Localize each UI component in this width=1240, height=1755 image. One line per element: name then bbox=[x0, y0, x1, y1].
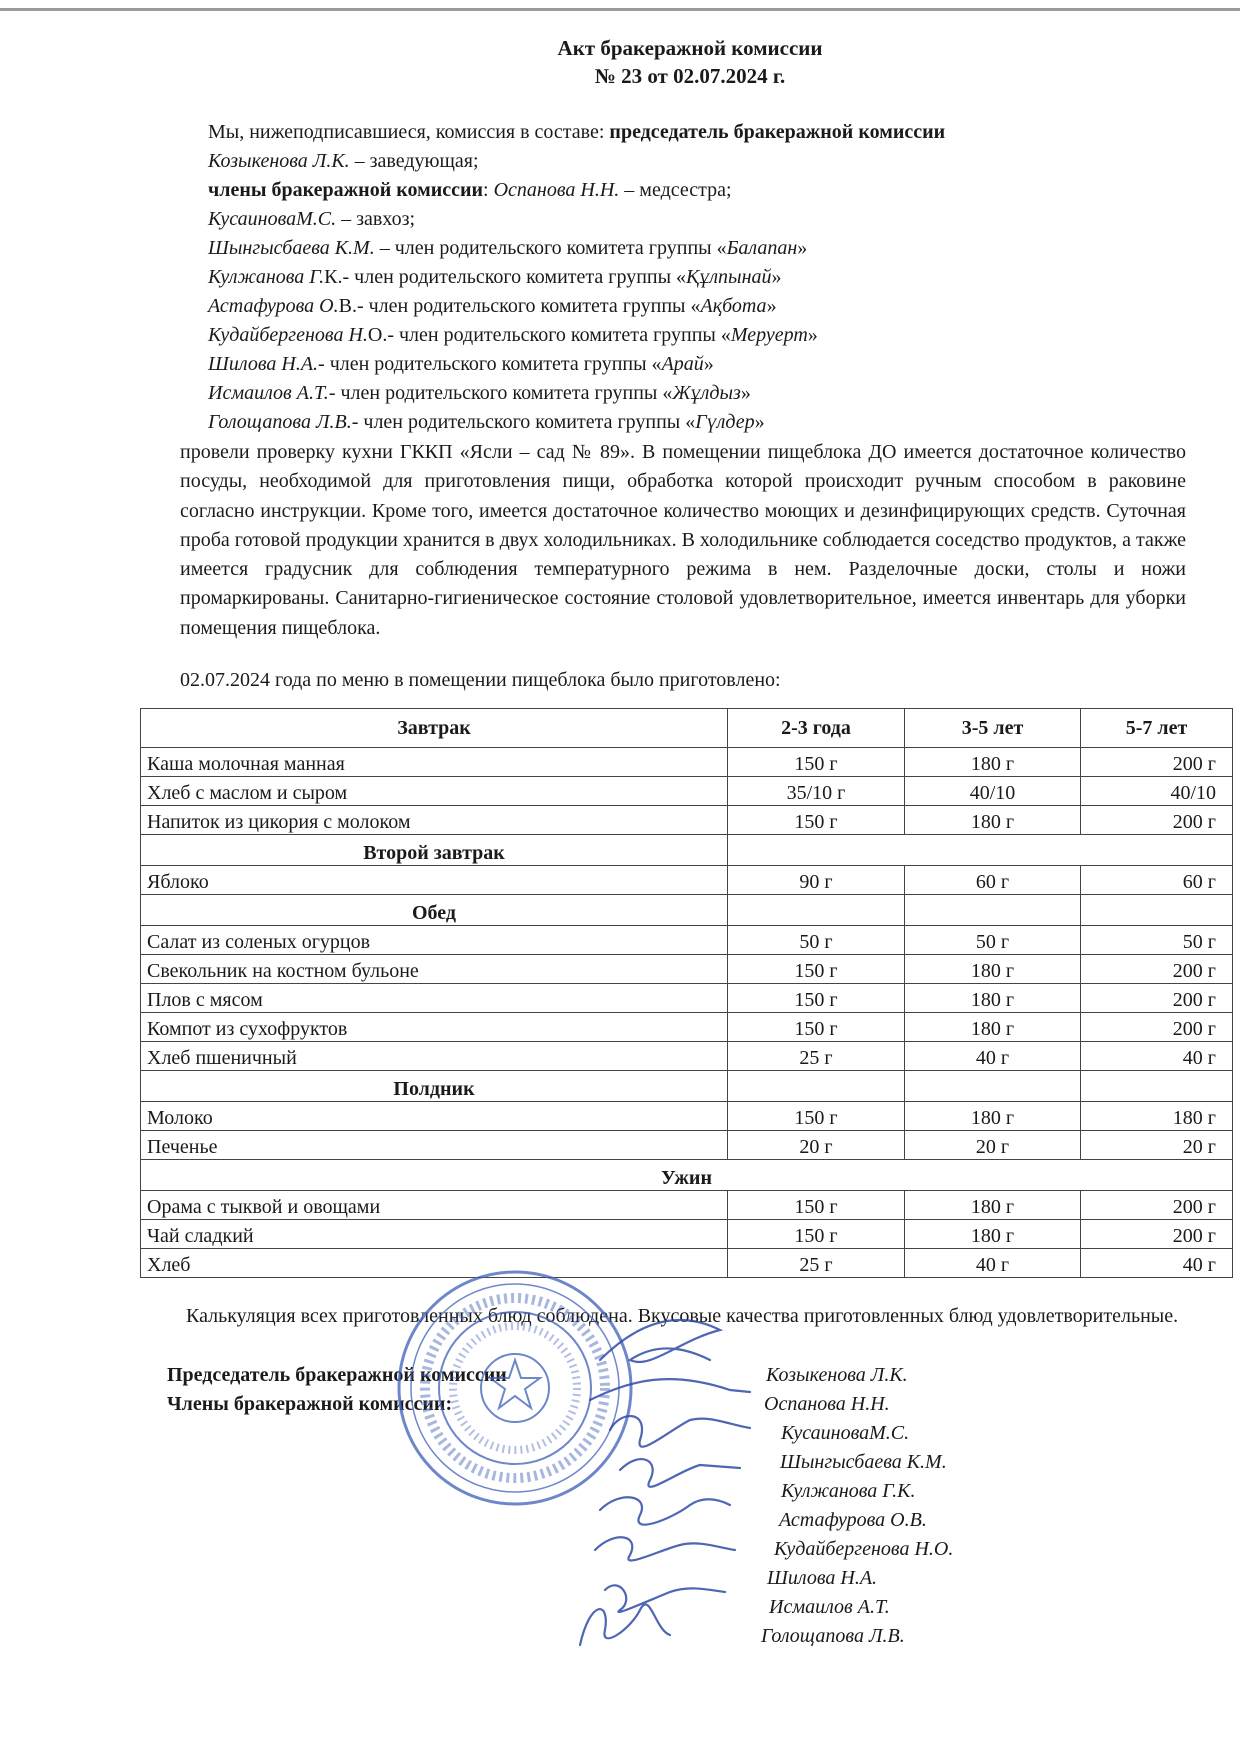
table-header-row bbox=[141, 709, 1233, 748]
header-meal: Завтрак bbox=[141, 709, 728, 748]
section-empty bbox=[728, 895, 905, 926]
member-group: Құлпынай bbox=[686, 266, 772, 288]
portion-2-3: 25 г bbox=[728, 1249, 905, 1278]
member-group: Ақбота bbox=[700, 295, 767, 317]
member-group: Меруерт bbox=[730, 324, 808, 346]
dish-name: Чай сладкий bbox=[141, 1220, 728, 1249]
section-second-breakfast: Второй завтрак bbox=[141, 835, 728, 866]
stamp-inner-text-band bbox=[453, 1326, 577, 1450]
dish-name: Орама с тыквой и овощами bbox=[141, 1191, 728, 1220]
section-empty bbox=[905, 895, 1081, 926]
member-line bbox=[208, 208, 415, 231]
signatory-name: Астафурова О.В. bbox=[779, 1509, 927, 1531]
portion-2-3: 20 г bbox=[728, 1131, 905, 1160]
portion-3-5: 40 г bbox=[905, 1249, 1081, 1278]
intro-line bbox=[208, 121, 945, 144]
member-name: Шынгысбаева К.М. bbox=[208, 237, 375, 259]
members-label-line bbox=[208, 179, 732, 202]
dish-name: Яблоко bbox=[141, 866, 728, 895]
table-row bbox=[141, 1131, 1233, 1160]
signature-stroke bbox=[610, 1416, 750, 1447]
table-row bbox=[141, 866, 1233, 895]
portion-3-5: 180 г bbox=[905, 1013, 1081, 1042]
portion-5-7: 200 г bbox=[1081, 806, 1233, 835]
table-row bbox=[141, 1191, 1233, 1220]
portion-3-5: 60 г bbox=[905, 866, 1081, 895]
section-empty bbox=[905, 1071, 1081, 1102]
signature-stroke bbox=[600, 1320, 720, 1362]
first-member-position: – медсестра; bbox=[619, 179, 732, 201]
section-empty bbox=[1081, 1071, 1233, 1102]
portion-2-3: 150 г bbox=[728, 1191, 905, 1220]
signature-stroke bbox=[590, 1379, 750, 1400]
member-text: - член родительского комитета группы « bbox=[318, 353, 662, 375]
member-line bbox=[208, 382, 751, 405]
chair-signature-label: Председатель бракеражной комиссии bbox=[167, 1364, 507, 1386]
portion-5-7: 20 г bbox=[1081, 1131, 1233, 1160]
member-quote: » bbox=[771, 266, 782, 288]
portion-2-3: 150 г bbox=[728, 1220, 905, 1249]
section-empty bbox=[728, 1071, 905, 1102]
member-text: - член родительского комитета группы « bbox=[351, 411, 696, 433]
dish-name: Хлеб с маслом и сыром bbox=[141, 777, 728, 806]
portion-3-5: 180 г bbox=[905, 955, 1081, 984]
dish-name: Салат из соленых огурцов bbox=[141, 926, 728, 955]
table-row bbox=[141, 1042, 1233, 1071]
section-empty bbox=[1081, 895, 1233, 926]
portion-5-7: 40 г bbox=[1081, 1249, 1233, 1278]
intro-prefix: Мы, нижеподписавшиеся, комиссия в составе: bbox=[208, 121, 610, 143]
conclusion-paragraph: Калькуляция всех приготовленных блюд соблюдена. Вкусовые качества приготовленных блюд удовлетворительные. bbox=[186, 1305, 1179, 1327]
member-text: – завхоз; bbox=[336, 208, 416, 230]
member-group: Арай bbox=[661, 353, 704, 375]
table-row bbox=[141, 955, 1233, 984]
table-row bbox=[141, 1220, 1233, 1249]
members-colon: : bbox=[483, 179, 494, 201]
chair-line bbox=[208, 150, 479, 173]
portion-2-3: 150 г bbox=[728, 955, 905, 984]
member-text: - член родительского комитета группы « bbox=[328, 382, 673, 404]
signatory-name: КусаиноваМ.С. bbox=[781, 1422, 910, 1444]
member-quote: » bbox=[740, 382, 751, 404]
member-line bbox=[208, 295, 777, 318]
portion-3-5: 180 г bbox=[905, 984, 1081, 1013]
portion-2-3: 25 г bbox=[728, 1042, 905, 1071]
signatory-name: Кудайбергенова Н.О. bbox=[774, 1538, 954, 1560]
menu-intro: 02.07.2024 года по меню в помещении пищеблока было приготовлено: bbox=[180, 669, 781, 691]
portion-3-5: 180 г bbox=[905, 1220, 1081, 1249]
portion-2-3: 90 г bbox=[728, 866, 905, 895]
signature-stroke bbox=[595, 1537, 735, 1560]
inspection-paragraph: провели проверку кухни ГККП «Ясли – сад № 89». В помещении пищеблока ДО имеется достаточное количество посуды, необходимой для приготовления пищи, обработка которой происходит ручным способом в раковине согласно инструкции. Кроме того, имеется достаточное количество моющих и дезинфицирующих средств. Суточная проба готовой продукции хранится в двух холодильниках. В холодильнике соблюдается соседство продуктов, а также имеется градусник для соблюдения температурного режима в нем. Разделочные доски, столы и ножи промаркированы. Санитарно-гигиеническое состояние столовой удовлетворительное, имеется инвентарь для уборки помещения пищеблока. bbox=[180, 441, 1187, 639]
member-name: Кулжанова Г. bbox=[208, 266, 325, 288]
portion-2-3: 50 г bbox=[728, 926, 905, 955]
chair-position: – заведующая; bbox=[349, 150, 479, 172]
portion-3-5: 50 г bbox=[905, 926, 1081, 955]
portion-2-3: 150 г bbox=[728, 806, 905, 835]
header-age-2-3: 2-3 года bbox=[728, 709, 905, 748]
dish-name: Хлеб bbox=[141, 1249, 728, 1278]
portion-2-3: 35/10 г bbox=[728, 777, 905, 806]
table-row bbox=[141, 777, 1233, 806]
member-group: Жұлдыз bbox=[672, 382, 741, 404]
member-name: Астафурова О. bbox=[208, 295, 339, 317]
member-line bbox=[208, 324, 818, 347]
dish-name: Каша молочная манная bbox=[141, 748, 728, 777]
portion-3-5: 40/10 bbox=[905, 777, 1081, 806]
header-age-3-5: 3-5 лет bbox=[905, 709, 1081, 748]
portion-3-5: 180 г bbox=[905, 1191, 1081, 1220]
portion-3-5: 180 г bbox=[905, 748, 1081, 777]
members-signature-label: Члены бракеражной комиссии: bbox=[167, 1393, 453, 1415]
portion-5-7: 40 г bbox=[1081, 1042, 1233, 1071]
chair-role: председатель бракеражной комиссии bbox=[609, 121, 946, 143]
member-line bbox=[208, 411, 765, 434]
member-line bbox=[208, 237, 807, 260]
scan-edge-line bbox=[0, 8, 1240, 11]
table-row bbox=[141, 1013, 1233, 1042]
signatory-name: Шынгысбаева К.М. bbox=[780, 1451, 947, 1473]
dish-name: Свекольник на костном бульоне bbox=[141, 955, 728, 984]
member-quote: » bbox=[754, 411, 765, 433]
dish-name: Компот из сухофруктов bbox=[141, 1013, 728, 1042]
portion-3-5: 180 г bbox=[905, 1102, 1081, 1131]
member-name: КусаиноваМ.С. bbox=[208, 208, 337, 230]
member-line bbox=[208, 266, 782, 289]
table-row bbox=[141, 984, 1233, 1013]
member-name: Голощапова Л.В. bbox=[208, 411, 352, 433]
handwritten-signatures-icon bbox=[560, 1300, 760, 1660]
portion-5-7: 200 г bbox=[1081, 1013, 1233, 1042]
portion-2-3: 150 г bbox=[728, 748, 905, 777]
section-row bbox=[141, 835, 1233, 866]
member-name: Исмаилов А.Т. bbox=[208, 382, 329, 404]
portion-5-7: 60 г bbox=[1081, 866, 1233, 895]
table-row bbox=[141, 926, 1233, 955]
table-row bbox=[141, 1102, 1233, 1131]
portion-5-7: 200 г bbox=[1081, 748, 1233, 777]
member-text: – член родительского комитета группы « bbox=[374, 237, 727, 259]
portion-2-3: 150 г bbox=[728, 984, 905, 1013]
signatory-name: Шилова Н.А. bbox=[767, 1567, 878, 1589]
portion-2-3: 150 г bbox=[728, 1102, 905, 1131]
signature-stroke bbox=[600, 1497, 730, 1524]
dish-name: Молоко bbox=[141, 1102, 728, 1131]
portion-5-7: 200 г bbox=[1081, 955, 1233, 984]
signatory-name: Исмаилов А.Т. bbox=[769, 1596, 890, 1618]
member-text: О.- член родительского комитета группы « bbox=[367, 324, 731, 346]
menu-table bbox=[140, 708, 1233, 1278]
member-line bbox=[208, 353, 714, 376]
portion-5-7: 180 г bbox=[1081, 1102, 1233, 1131]
stamp-emblem-star bbox=[490, 1360, 540, 1408]
member-name: Кудайбергенова Н. bbox=[208, 324, 368, 346]
member-quote: » bbox=[807, 324, 818, 346]
section-row bbox=[141, 895, 1233, 926]
section-lunch: Обед bbox=[141, 895, 728, 926]
member-quote: » bbox=[703, 353, 714, 375]
section-row bbox=[141, 1071, 1233, 1102]
members-label: члены бракеражной комиссии bbox=[208, 179, 484, 201]
table-row bbox=[141, 748, 1233, 777]
document-title: Акт бракеражной комиссии bbox=[557, 36, 823, 60]
portion-5-7: 200 г bbox=[1081, 1191, 1233, 1220]
table-row bbox=[141, 806, 1233, 835]
member-text: К.- член родительского комитета группы « bbox=[324, 266, 687, 288]
portion-5-7: 200 г bbox=[1081, 984, 1233, 1013]
signature-stroke bbox=[620, 1459, 740, 1487]
first-member-name: Оспанова Н.Н. bbox=[493, 179, 620, 201]
signatory-name: Кулжанова Г.К. bbox=[781, 1480, 916, 1502]
portion-5-7: 50 г bbox=[1081, 926, 1233, 955]
table-row bbox=[141, 1249, 1233, 1278]
portion-3-5: 180 г bbox=[905, 806, 1081, 835]
dish-name: Плов с мясом bbox=[141, 984, 728, 1013]
member-quote: » bbox=[766, 295, 777, 317]
document-number-date: № 23 от 02.07.2024 г. bbox=[594, 64, 786, 88]
portion-3-5: 40 г bbox=[905, 1042, 1081, 1071]
section-snack: Полдник bbox=[141, 1071, 728, 1102]
member-quote: » bbox=[797, 237, 808, 259]
dish-name: Хлеб пшеничный bbox=[141, 1042, 728, 1071]
signature-stroke bbox=[605, 1585, 725, 1612]
section-row bbox=[141, 1160, 1233, 1191]
dish-name: Печенье bbox=[141, 1131, 728, 1160]
stamp-emblem-ring bbox=[481, 1354, 549, 1422]
portion-3-5: 20 г bbox=[905, 1131, 1081, 1160]
chair-name: Козыкенова Л.К. bbox=[208, 150, 350, 172]
section-empty bbox=[728, 835, 1233, 866]
section-dinner: Ужин bbox=[141, 1160, 1233, 1191]
header-age-5-7: 5-7 лет bbox=[1081, 709, 1233, 748]
portion-5-7: 40/10 bbox=[1081, 777, 1233, 806]
member-group: Балапан bbox=[726, 237, 798, 259]
signatory-name: Оспанова Н.Н. bbox=[764, 1393, 890, 1415]
member-name: Шилова Н.А. bbox=[208, 353, 319, 375]
portion-5-7: 200 г bbox=[1081, 1220, 1233, 1249]
dish-name: Напиток из цикория с молоком bbox=[141, 806, 728, 835]
member-text: В.- член родительского комитета группы « bbox=[338, 295, 701, 317]
member-group: Гүлдер bbox=[695, 411, 755, 433]
portion-2-3: 150 г bbox=[728, 1013, 905, 1042]
signatory-name: Козыкенова Л.К. bbox=[766, 1364, 908, 1386]
signatory-name: Голощапова Л.В. bbox=[761, 1625, 905, 1647]
